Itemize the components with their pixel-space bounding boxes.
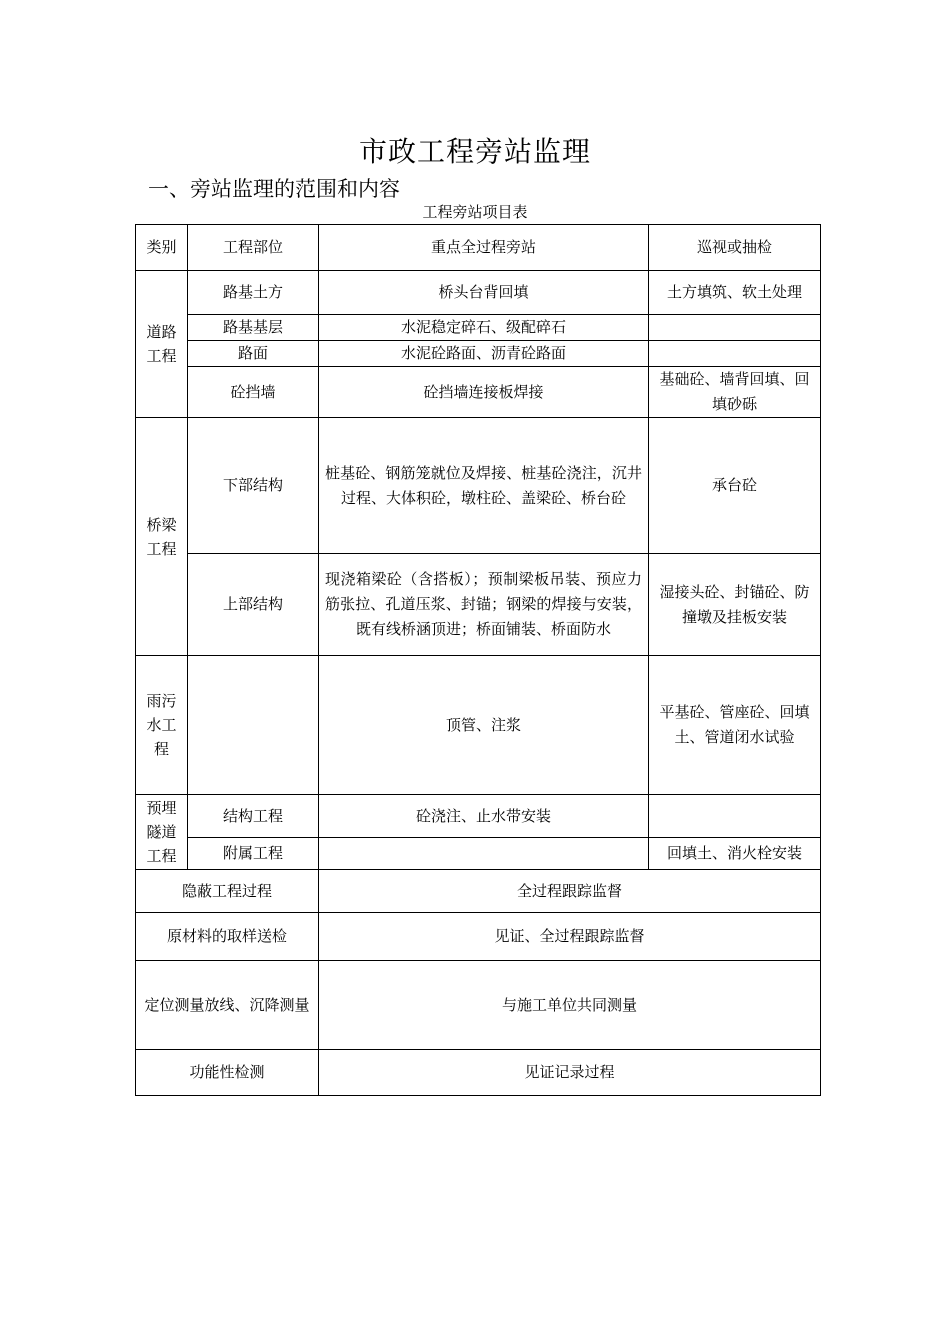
patrol-cell: 基础砼、墙背回填、回填砂砾 [649,367,821,418]
table-row [136,656,821,795]
patrol-cell [649,795,821,838]
general-item-cell: 定位测量放线、沉降测量 [136,961,319,1050]
table-row [136,315,821,341]
section-heading: 一、旁站监理的范围和内容 [148,177,400,201]
patrol-cell: 承台砼 [649,418,821,554]
table-row [136,870,821,913]
part-cell: 路基基层 [188,315,319,341]
page-title: 市政工程旁站监理 [358,135,591,168]
category-tunnel: 预埋隧道工程 [136,795,188,870]
general-item-cell: 隐蔽工程过程 [136,870,319,913]
key-cell: 水泥砼路面、沥青砼路面 [319,341,649,367]
table-row [136,961,821,1050]
header-category: 类别 [136,225,188,271]
header-part: 工程部位 [188,225,319,271]
general-item-cell: 原材料的取样送检 [136,913,319,961]
key-cell: 桥头台背回填 [319,271,649,315]
part-cell: 砼挡墙 [188,367,319,418]
part-cell [188,656,319,795]
patrol-cell: 回填土、消火栓安装 [649,838,821,870]
general-requirement-cell: 见证、全过程跟踪监督 [319,913,821,961]
patrol-cell [649,315,821,341]
table-row [136,554,821,656]
part-cell: 路基土方 [188,271,319,315]
general-requirement-cell: 与施工单位共同测量 [319,961,821,1050]
part-cell: 路面 [188,341,319,367]
header-key-station: 重点全过程旁站 [319,225,649,271]
general-requirement-cell: 全过程跟踪监督 [319,870,821,913]
key-cell: 砼浇注、止水带安装 [319,795,649,838]
patrol-cell: 平基砼、管座砼、回填土、管道闭水试验 [649,656,821,795]
key-cell: 现浇箱梁砼（含搭板）；预制梁板吊装、预应力筋张拉、孔道压浆、封锚；钢梁的焊接与安装，既有线桥涵顶进；桥面铺装、桥面防水 [319,554,649,656]
key-cell: 顶管、注浆 [319,656,649,795]
table-row [136,418,821,554]
key-cell: 桩基砼、钢筋笼就位及焊接、桩基砼浇注，沉井过程、大体积砼，墩柱砼、盖梁砼、桥台砼 [319,418,649,554]
category-stormwater: 雨污水工程 [136,656,188,795]
general-requirement-cell: 见证记录过程 [319,1050,821,1096]
part-cell: 上部结构 [188,554,319,656]
patrol-cell [649,341,821,367]
general-item-cell: 功能性检测 [136,1050,319,1096]
patrol-cell: 土方填筑、软土处理 [649,271,821,315]
key-cell: 砼挡墙连接板焊接 [319,367,649,418]
category-road: 道路工程 [136,271,188,418]
table-header-row [136,225,821,271]
table-row [136,1050,821,1096]
inspection-items-table [135,224,821,1096]
table-row [136,913,821,961]
part-cell: 下部结构 [188,418,319,554]
table-row [136,271,821,315]
key-cell: 水泥稳定碎石、级配碎石 [319,315,649,341]
key-cell [319,838,649,870]
category-bridge: 桥梁工程 [136,418,188,656]
part-cell: 结构工程 [188,795,319,838]
table-row [136,838,821,870]
table-row [136,795,821,838]
table-caption: 工程旁站项目表 [422,203,528,221]
table-row [136,367,821,418]
header-patrol: 巡视或抽检 [649,225,821,271]
patrol-cell: 湿接头砼、封锚砼、防撞墩及挂板安装 [649,554,821,656]
part-cell: 附属工程 [188,838,319,870]
table-row [136,341,821,367]
